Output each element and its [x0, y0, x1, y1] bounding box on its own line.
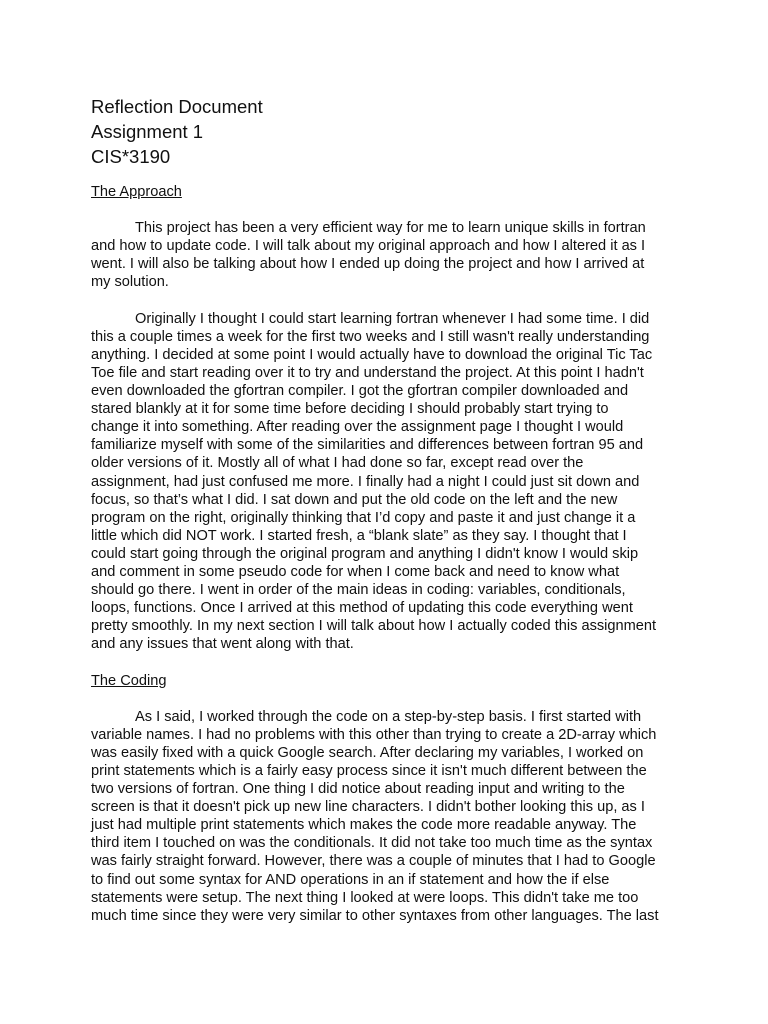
- text-line: was fairly straight forward. However, there was a couple of minutes that I had to Google: [91, 853, 656, 870]
- text-line: pretty smoothly. In my next section I will talk about how I actually coded this assignment: [91, 618, 657, 635]
- text-line: was easily fixed with a quick Google search. After declaring my variables, I worked on: [91, 744, 644, 761]
- text-line: much time since they were very similar to other syntaxes from other languages. The last: [91, 907, 659, 924]
- text-line: statements were setup. The next thing I looked at were loops. This didn't take me too: [91, 889, 639, 906]
- text-line: and comment in some pseudo code for when I come back and need to know what: [91, 563, 620, 580]
- document-header: [91, 94, 691, 169]
- paragraph-spacer: [91, 690, 687, 708]
- text-line: stared blankly at it for some time before deciding I should probably start trying to: [91, 401, 609, 418]
- text-line: went. I will also be talking about how I ended up doing the project and how I arrived at: [91, 256, 645, 273]
- paragraph: [91, 708, 687, 925]
- section-heading: The Approach: [91, 184, 182, 200]
- text-line: should go there. I went in order of the main ideas in coding: variables, conditionals,: [91, 582, 626, 599]
- text-line: little which did NOT work. I started fresh, a “blank slate” as they say. I thought that I: [91, 527, 627, 544]
- text-line: focus, so that’s what I did. I sat down and put the old code on the left and the new: [91, 491, 618, 508]
- text-line: and how to update code. I will talk about my original approach and how I altered it as I: [91, 238, 646, 255]
- text-line: two versions of fortran. One thing I did notice about reading input and writing to the: [91, 781, 625, 798]
- text-line: anything. I decided at some point I would actually have to download the original Tic Tac: [91, 346, 653, 363]
- course-code: CIS*3190: [91, 146, 171, 167]
- text-line: older versions of it. Mostly all of what I had done so far, except read over the: [91, 455, 584, 472]
- assignment-label: Assignment 1: [91, 121, 204, 142]
- text-line: print statements which is a fairly easy process since it isn't much different between the: [91, 763, 647, 779]
- text-line: variable names. I had no problems with this other than trying to create a 2D-array which: [91, 726, 657, 743]
- text-line: loops, functions. Once I arrived at this method of updating this code everything went: [91, 600, 633, 617]
- text-line: program on the right, originally thinking that I’d copy and paste it and just change it a: [91, 509, 636, 526]
- text-line: Originally I thought I could start learning fortran whenever I had some time. I did: [135, 310, 650, 327]
- text-line: to find out some syntax for AND operations in an if statement and how the if else: [91, 871, 610, 888]
- section-spacer: [91, 653, 687, 671]
- text-line: screen is that it doesn't pick up new line characters. I didn't bother looking this up, as I: [91, 799, 645, 816]
- paragraph: [91, 219, 687, 291]
- paragraph-spacer: [91, 292, 687, 310]
- text-line: assignment, had just confused me more. I finally had a night I could just sit down and: [91, 473, 640, 490]
- text-line: even downloaded the gfortran compiler. I got the gfortran compiler downloaded and: [91, 383, 629, 400]
- text-line: Toe file and start reading over it to try and understand the project. At this point I hadn't: [91, 364, 644, 381]
- text-line: my solution.: [91, 274, 169, 291]
- document-title: Reflection Document: [91, 96, 263, 117]
- document-body: [91, 183, 687, 925]
- text-line: could start going through the original program and anything I didn't know I would skip: [91, 545, 639, 562]
- text-line: As I said, I worked through the code on a step-by-step basis. I first started with: [135, 708, 642, 725]
- section-heading: The Coding: [91, 672, 167, 689]
- text-line: This project has been a very efficient way for me to learn unique skills in fortran: [135, 220, 646, 237]
- text-line: change it into something. After reading over the assignment page I thought I would: [91, 419, 624, 436]
- text-line: and any issues that went along with that.: [91, 636, 354, 653]
- text-line: this a couple times a week for the first two weeks and I still wasn't really understanding: [91, 328, 650, 345]
- text-line: third item I touched on was the conditionals. It did not take too much time as the syntax: [91, 835, 653, 852]
- text-line: familiarize myself with some of the similarities and differences between fortran 95 and: [91, 437, 644, 454]
- text-line: just had multiple print statements which makes the code more readable anyway. The: [91, 817, 637, 834]
- paragraph: [91, 310, 687, 654]
- paragraph-spacer: [91, 201, 687, 219]
